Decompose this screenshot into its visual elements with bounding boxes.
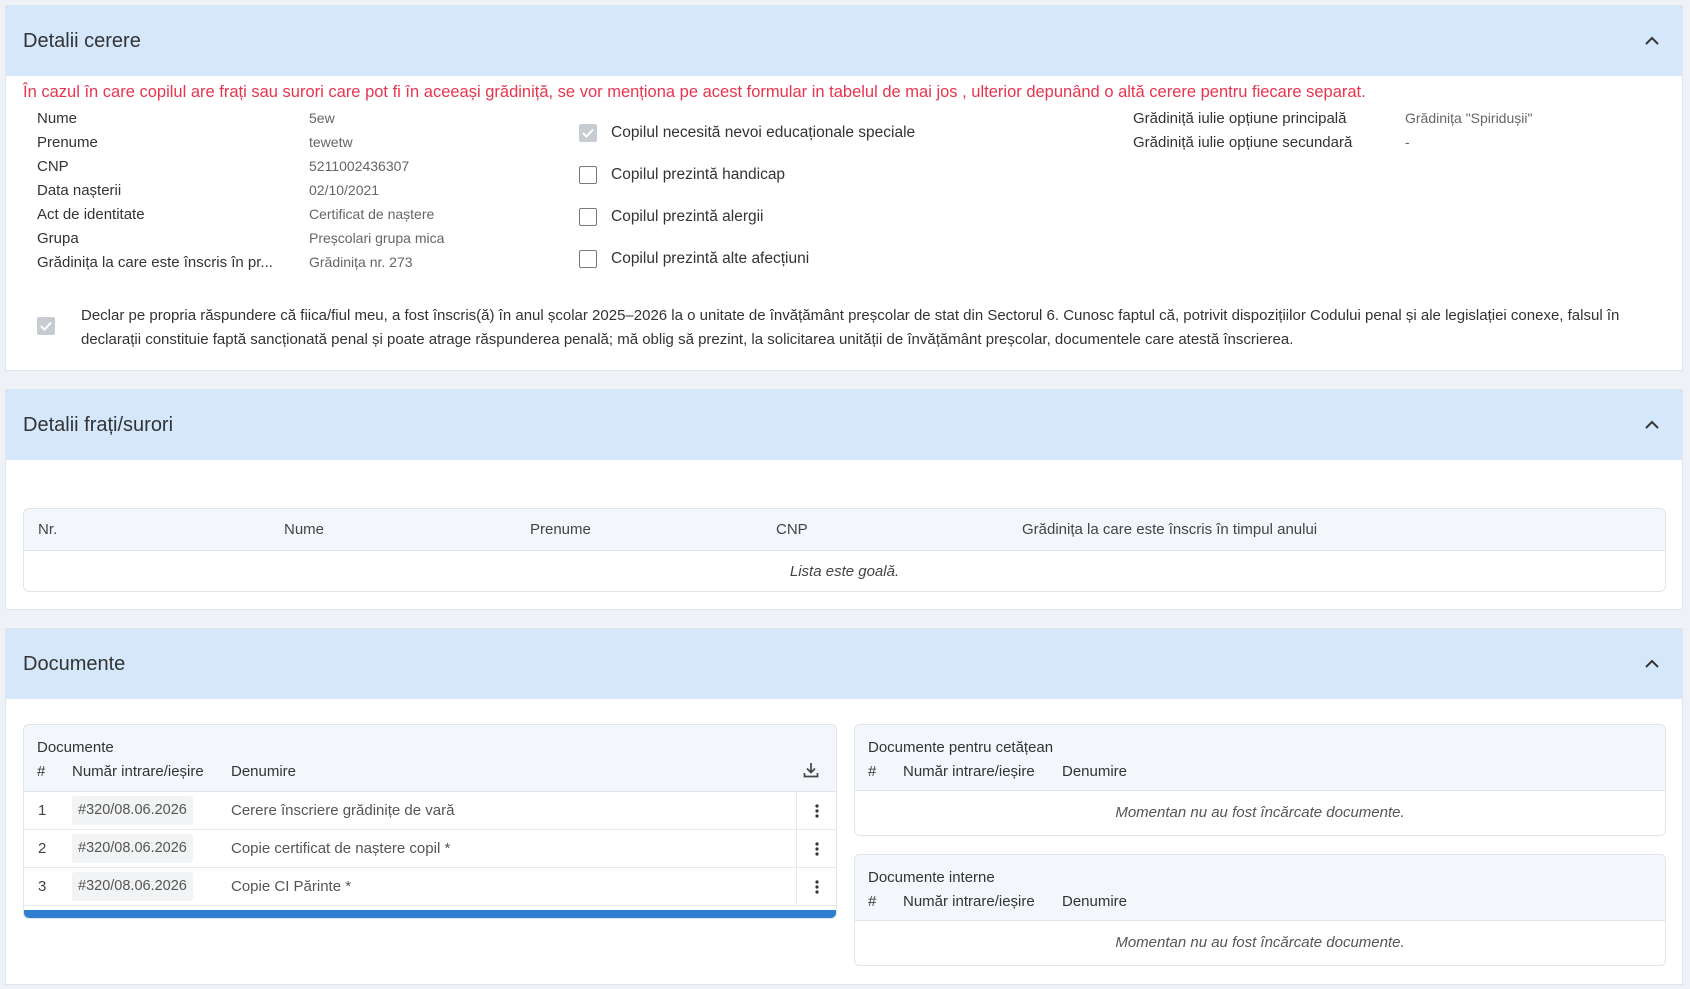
declaration-checkbox[interactable] — [37, 317, 55, 335]
option-label: Grădiniță iulie opțiune secundară — [1133, 133, 1353, 151]
row-number: 3 — [38, 878, 47, 895]
citizen-documents-card — [854, 724, 1666, 836]
citizen-documents-header — [855, 725, 1665, 791]
checkbox[interactable] — [579, 166, 597, 184]
column-header: CNP — [776, 521, 808, 538]
card-title: Documente pentru cetățean — [868, 739, 1054, 756]
panel-title: Documente — [23, 652, 126, 675]
field-label: Nume — [37, 109, 78, 127]
card-title: Documente interne — [868, 869, 995, 886]
field-row — [37, 106, 444, 130]
chevron-up-icon[interactable] — [1642, 415, 1662, 435]
document-name: Cerere înscriere grădinițe de vară — [231, 802, 455, 819]
option-row — [1133, 106, 1532, 130]
documents-card-header — [24, 725, 836, 792]
internal-documents-header — [855, 855, 1665, 921]
field-row — [37, 178, 444, 202]
empty-list-message: Lista este goală. — [789, 563, 900, 580]
detalii-frati-header[interactable] — [6, 390, 1682, 460]
checkbox-label: Copilul prezintă handicap — [611, 166, 786, 183]
field-row — [37, 130, 444, 154]
detalii-cerere-panel — [5, 5, 1683, 371]
field-label: Grădinița la care este înscris în pr... — [37, 253, 273, 271]
child-details — [37, 106, 444, 274]
field-label: Data nașterii — [37, 181, 122, 199]
document-name: Copie CI Părinte * — [231, 878, 352, 895]
horizontal-scrollbar[interactable] — [24, 910, 836, 918]
column-header: Denumire — [1062, 763, 1128, 780]
checkbox-label: Copilul prezintă alergii — [611, 208, 764, 225]
special-needs-checkbox-row[interactable] — [579, 112, 915, 154]
documents-card — [23, 724, 837, 919]
download-icon[interactable] — [802, 761, 820, 783]
field-row — [37, 226, 444, 250]
checkbox-label: Copilul prezintă alte afecțiuni — [611, 250, 810, 267]
row-number: 1 — [38, 802, 47, 819]
option-value: - — [1405, 134, 1410, 150]
chevron-up-icon[interactable] — [1642, 654, 1662, 674]
detalii-frati-panel — [5, 389, 1683, 610]
documente-panel — [5, 628, 1683, 985]
card-title: Documente — [37, 739, 114, 756]
column-header: # — [868, 893, 877, 910]
registration-number: #320/08.06.2026 — [72, 796, 193, 825]
panel-title: Detalii frați/surori — [23, 413, 174, 436]
table-row[interactable] — [24, 830, 836, 868]
field-label: Act de identitate — [37, 205, 145, 223]
detalii-cerere-header[interactable] — [6, 6, 1682, 76]
allergies-checkbox-row[interactable] — [579, 196, 915, 238]
field-label: CNP — [37, 157, 69, 175]
column-header: Denumire — [1062, 893, 1128, 910]
field-row — [37, 202, 444, 226]
table-row[interactable] — [24, 868, 836, 906]
documente-header[interactable] — [6, 629, 1682, 699]
table-row[interactable] — [24, 792, 836, 830]
siblings-table — [23, 508, 1666, 592]
field-row — [37, 154, 444, 178]
column-header: # — [868, 763, 877, 780]
row-number: 2 — [38, 840, 47, 857]
field-label: Grupa — [37, 229, 79, 247]
option-row — [1133, 130, 1532, 154]
siblings-warning: În cazul în care copilul are frați sau surori care pot fi în aceeași grădiniță, se vor menționa pe acest formular in tabelul de mai jos , ulterior depunând o altă cerere pentru fiecare separat. — [23, 83, 1366, 101]
option-value: Grădinița "Spiridușii" — [1405, 110, 1533, 126]
field-label: Prenume — [37, 133, 98, 151]
registration-number: #320/08.06.2026 — [72, 872, 193, 901]
checkbox[interactable] — [579, 250, 597, 268]
field-row — [37, 250, 444, 274]
column-header: Grădinița la care este înscris în timpul anului — [1022, 521, 1318, 538]
field-value: 02/10/2021 — [309, 182, 380, 198]
checkbox-checked[interactable] — [579, 124, 597, 142]
field-value: 5ew — [309, 110, 335, 126]
declaration-text: Declar pe propria răspundere că fiica/fiul meu, a fost înscris(ă) în anul școlar 2025–2026 la o unitate de învățământ preșcolar de stat din Sectorul 6. Cunosc faptul că, potrivit dispozițiilor Codului penal și ale legislației conexe, falsul în declarații constituie faptă sancționată penal și poate atrage răspunderea penală; mă oblig să prezint, la solicitarea unității de învățământ preșcolar, documentele care atestă înscrierea. — [81, 307, 1620, 348]
column-header: Prenume — [530, 521, 591, 538]
field-value: Certificat de naștere — [309, 206, 435, 222]
more-vertical-icon[interactable] — [796, 792, 836, 829]
column-header: Nume — [284, 521, 325, 538]
handicap-checkbox-row[interactable] — [579, 154, 915, 196]
column-header: # — [37, 763, 46, 780]
field-value: Grădinița nr. 273 — [309, 254, 413, 270]
other-conditions-checkbox-row[interactable] — [579, 238, 915, 280]
document-name: Copie certificat de naștere copil * — [231, 840, 451, 857]
panel-title: Detalii cerere — [23, 29, 141, 52]
column-header: Denumire — [231, 763, 297, 780]
option-label: Grădiniță iulie opțiune principală — [1133, 109, 1347, 127]
more-vertical-icon[interactable] — [796, 868, 836, 905]
registration-number: #320/08.06.2026 — [72, 834, 193, 863]
column-header: Număr intrare/ieșire — [903, 893, 1035, 910]
internal-documents-card — [854, 854, 1666, 966]
empty-documents-message: Momentan nu au fost încărcate documente. — [1115, 804, 1405, 821]
column-header: Număr intrare/ieșire — [72, 763, 204, 780]
field-value: 5211002436307 — [309, 158, 410, 174]
field-value: Preșcolari grupa mica — [309, 230, 445, 246]
field-value: tewetw — [309, 134, 353, 150]
empty-documents-message: Momentan nu au fost încărcate documente. — [1115, 934, 1405, 951]
column-header: Număr intrare/ieșire — [903, 763, 1035, 780]
more-vertical-icon[interactable] — [796, 830, 836, 867]
column-header: Nr. — [38, 521, 58, 538]
table-header — [24, 509, 1665, 551]
checkbox[interactable] — [579, 208, 597, 226]
child-conditions — [579, 112, 915, 280]
checkbox-label: Copilul necesită nevoi educaționale speciale — [611, 124, 916, 141]
declaration — [37, 304, 1657, 352]
kindergarten-options — [1133, 106, 1532, 154]
chevron-up-icon[interactable] — [1642, 31, 1662, 51]
